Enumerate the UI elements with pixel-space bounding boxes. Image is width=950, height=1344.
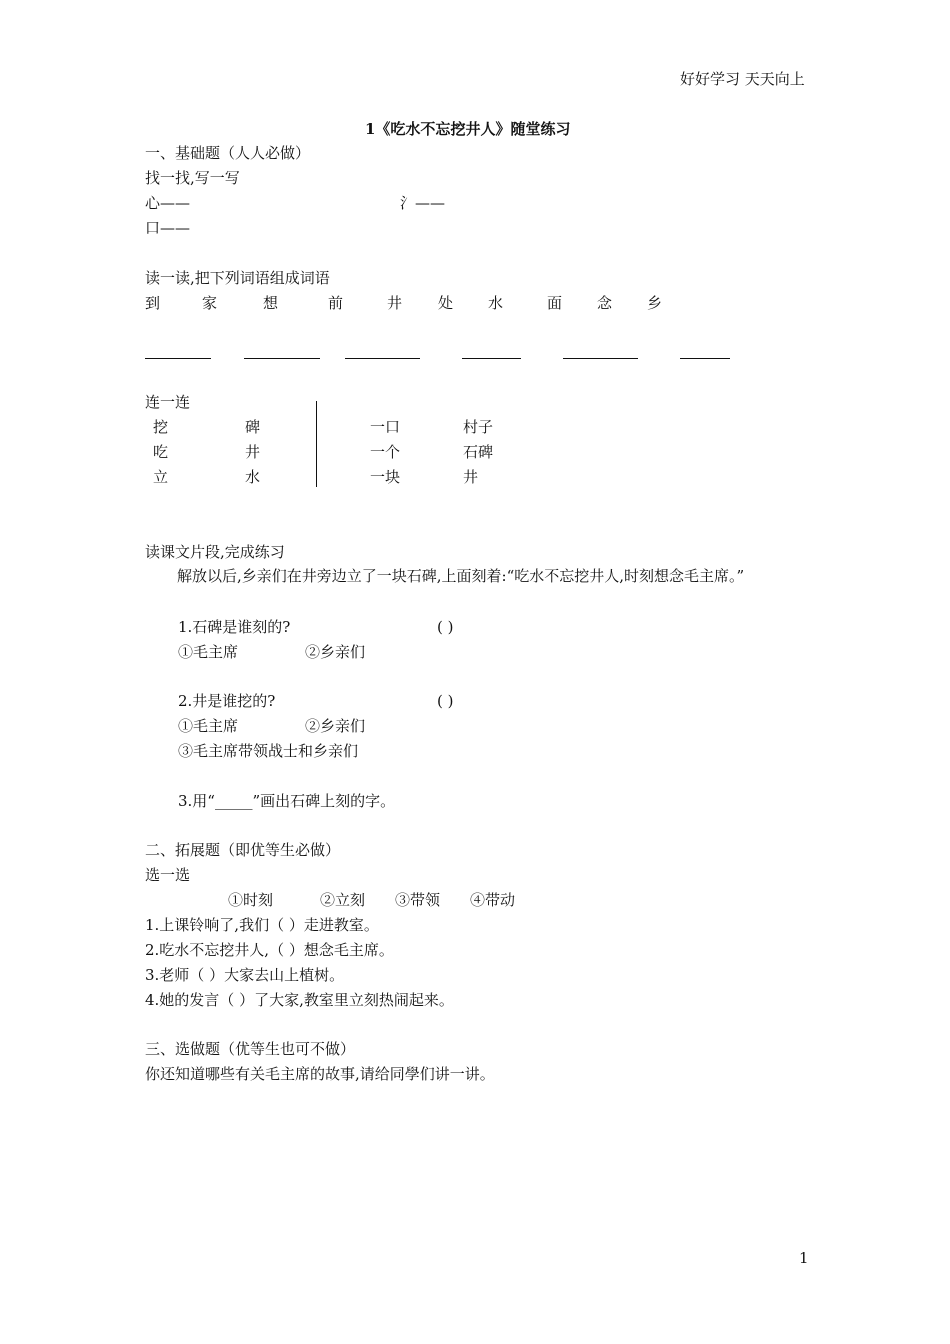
answer-paren[interactable]: ( ) [437, 618, 454, 636]
page-number: 1 [799, 1249, 809, 1267]
connect-item[interactable]: 一块 [370, 468, 401, 486]
connect-item[interactable]: 立 [153, 468, 169, 486]
connect-item[interactable]: 水 [245, 468, 261, 486]
connect-item[interactable]: 吃 [153, 443, 169, 461]
option: ③毛主席带领战士和乡亲们 [178, 742, 359, 760]
word-char: 乡 [647, 294, 663, 312]
option: ②乡亲们 [305, 643, 366, 661]
reading-label: 读课文片段,完成练习 [145, 543, 285, 561]
fill-item: 4.她的发言（ ）了大家,教室里立刻热闹起来。 [145, 991, 454, 1009]
connect-item[interactable]: 井 [245, 443, 261, 461]
word-char: 家 [202, 294, 218, 312]
option: ①毛主席 [178, 643, 239, 661]
choice-option: ②立刻 [320, 891, 366, 909]
connect-item[interactable]: 一个 [370, 443, 401, 461]
connect-divider [316, 401, 317, 487]
word-char: 井 [387, 294, 403, 312]
connect-item[interactable]: 井 [463, 468, 479, 486]
word-char: 处 [438, 294, 454, 312]
choice-option: ①时刻 [228, 891, 274, 909]
header-motto: 好好学习 天天向上 [680, 70, 805, 88]
question-3: 3.用“_____”画出石碑上刻的字。 [178, 792, 396, 810]
answer-blank[interactable] [462, 358, 521, 359]
word-char: 水 [488, 294, 504, 312]
answer-blank[interactable] [244, 358, 320, 359]
fill-item: 3.老师（ ）大家去山上植树。 [145, 966, 345, 984]
answer-blank[interactable] [563, 358, 638, 359]
connect-item[interactable]: 一口 [370, 418, 401, 436]
word-char: 念 [597, 294, 613, 312]
choice-option: ④带动 [470, 891, 516, 909]
connect-item[interactable]: 石碑 [463, 443, 494, 461]
reading-passage: 解放以后,乡亲们在井旁边立了一块石碑,上面刻着:“吃水不忘挖井人,时刻想念毛主席。” [177, 567, 745, 585]
find-write-row1-right: 氵—— [400, 194, 446, 212]
answer-blank[interactable] [680, 358, 730, 359]
connect-label: 连一连 [145, 393, 191, 411]
word-char: 到 [145, 294, 161, 312]
question-2: 2.井是谁挖的? [178, 692, 276, 710]
word-char: 想 [263, 294, 279, 312]
read-group-label: 读一读,把下列词语组成词语 [145, 269, 330, 287]
find-write-row1-left: 心—— [145, 194, 191, 212]
answer-blank[interactable] [345, 358, 420, 359]
connect-item[interactable]: 挖 [153, 418, 169, 436]
word-char: 面 [547, 294, 563, 312]
option: ①毛主席 [178, 717, 239, 735]
fill-item: 2.吃水不忘挖井人,（ ）想念毛主席。 [145, 941, 394, 959]
answer-blank[interactable] [145, 358, 211, 359]
connect-item[interactable]: 碑 [245, 418, 261, 436]
option: ②乡亲们 [305, 717, 366, 735]
section1-heading: 一、基础题（人人必做） [145, 144, 311, 162]
answer-paren[interactable]: ( ) [437, 692, 454, 710]
section2-heading: 二、拓展题（即优等生必做） [145, 841, 341, 859]
find-write-row2: 口—— [145, 219, 191, 237]
page-title: 1《吃水不忘挖井人》随堂练习 [365, 120, 571, 138]
connect-item[interactable]: 村子 [463, 418, 494, 436]
section3-text: 你还知道哪些有关毛主席的故事,请给同學们讲一讲。 [145, 1065, 495, 1083]
choose-label: 选一选 [145, 866, 191, 884]
word-char: 前 [328, 294, 344, 312]
find-write-label: 找一找,写一写 [145, 169, 240, 187]
fill-item: 1.上课铃响了,我们（ ）走进教室。 [145, 916, 379, 934]
section3-heading: 三、选做题（优等生也可不做） [145, 1040, 356, 1058]
choice-option: ③带领 [395, 891, 441, 909]
question-1: 1.石碑是谁刻的? [178, 618, 291, 636]
